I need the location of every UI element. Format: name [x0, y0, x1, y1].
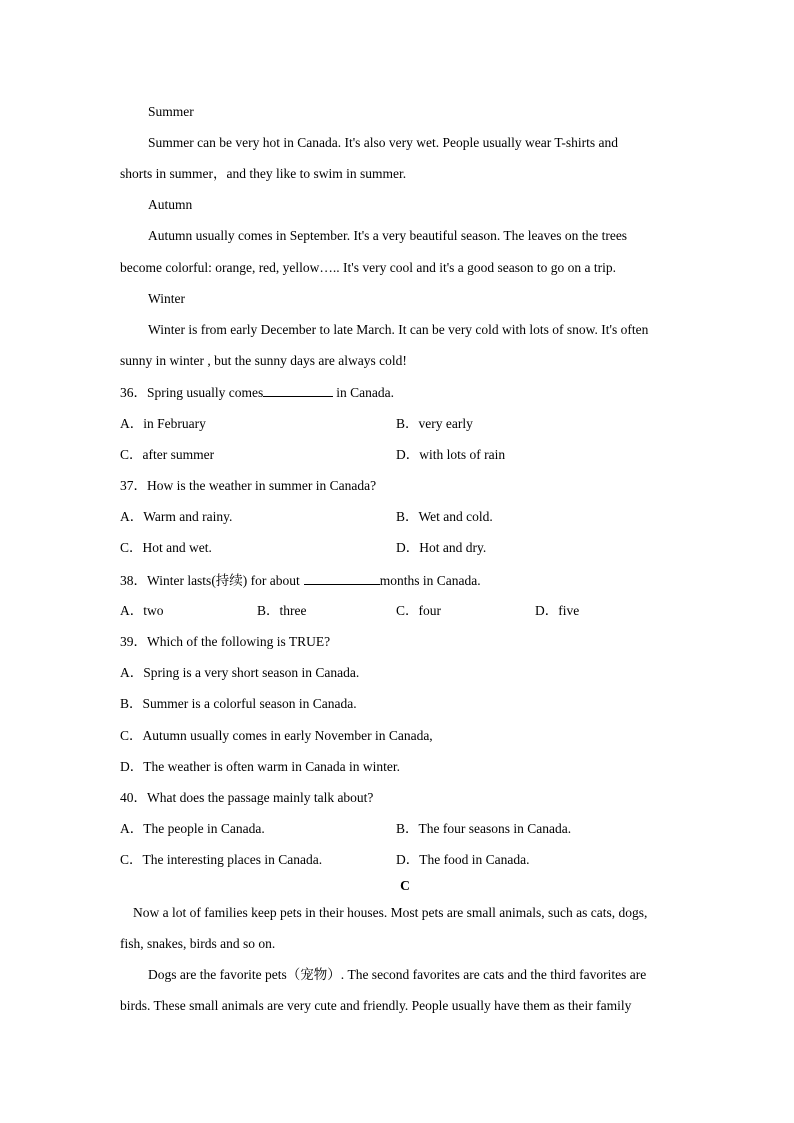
summer-heading: Summer	[148, 104, 194, 119]
section-c-paragraph-2-line-2: birds. These small animals are very cute and friendly. People usually have them as their family	[120, 998, 632, 1013]
question-36	[120, 384, 394, 401]
section-c-paragraph-1-line-2: fish, snakes, birds and so on.	[120, 936, 276, 951]
autumn-text-line-1: Autumn usually comes in September. It's a very beautiful season. The leaves on the trees	[148, 228, 628, 243]
q37-option-b: B．Wet and cold.	[396, 509, 493, 524]
q40-option-b: B．The four seasons in Canada.	[396, 821, 572, 836]
q39-option-b: B．Summer is a colorful season in Canada.	[120, 696, 357, 711]
q39-option-a: A．Spring is a very short season in Canada.	[120, 665, 360, 680]
question-38	[120, 572, 481, 589]
question-37: 37．How is the weather in summer in Canada?	[120, 478, 377, 493]
q36-option-d: D．with lots of rain	[396, 447, 506, 462]
question-36-stem-end: in Canada.	[336, 385, 394, 400]
q40-option-a: A．The people in Canada.	[120, 821, 265, 836]
winter-heading: Winter	[148, 291, 185, 306]
autumn-heading: Autumn	[148, 197, 193, 212]
q37-option-c: C．Hot and wet.	[120, 540, 212, 555]
answer-blank	[304, 572, 380, 585]
question-38-stem-start: 38．Winter lasts(持续) for about	[120, 573, 300, 588]
winter-text-line-1: Winter is from early December to late March. It can be very cold with lots of snow. It's often	[148, 322, 649, 337]
q40-option-d: D．The food in Canada.	[396, 852, 530, 867]
q38-option-a: A．two	[120, 603, 164, 618]
q37-option-a: A．Warm and rainy.	[120, 509, 233, 524]
q36-option-b: B．very early	[396, 416, 473, 431]
autumn-text-line-2: become colorful: orange, red, yellow….. It's very cool and it's a good season to go on a trip.	[120, 260, 616, 275]
q40-option-c: C．The interesting places in Canada.	[120, 852, 323, 867]
section-c-paragraph-1-line-1: Now a lot of families keep pets in their houses. Most pets are small animals, such as cats, dogs,	[133, 905, 648, 920]
answer-blank	[263, 384, 333, 397]
winter-text-line-2: sunny in winter , but the sunny days are always cold!	[120, 353, 407, 368]
q39-option-d: D．The weather is often warm in Canada in winter.	[120, 759, 401, 774]
q38-option-c: C．four	[396, 603, 441, 618]
q36-option-c: C．after summer	[120, 447, 215, 462]
q37-option-d: D．Hot and dry.	[396, 540, 487, 555]
question-40: 40．What does the passage mainly talk about?	[120, 790, 374, 805]
section-c-paragraph-2-line-1: Dogs are the favorite pets（宠物）. The second favorites are cats and the third favorites are	[148, 967, 647, 982]
summer-text-line-2: shorts in summer，and they like to swim in summer.	[120, 166, 407, 181]
section-c-heading: C	[400, 878, 410, 893]
question-38-stem-end: months in Canada.	[379, 573, 481, 588]
q38-option-d: D．five	[535, 603, 580, 618]
question-36-stem-start: 36．Spring usually comes	[120, 385, 264, 400]
q36-option-a: A．in February	[120, 416, 206, 431]
summer-text-line-1: Summer can be very hot in Canada. It's also very wet. People usually wear T-shirts and	[148, 135, 618, 150]
q38-option-b: B．three	[257, 603, 307, 618]
question-39: 39．Which of the following is TRUE?	[120, 634, 331, 649]
q39-option-c: C．Autumn usually comes in early November in Canada,	[120, 728, 433, 743]
